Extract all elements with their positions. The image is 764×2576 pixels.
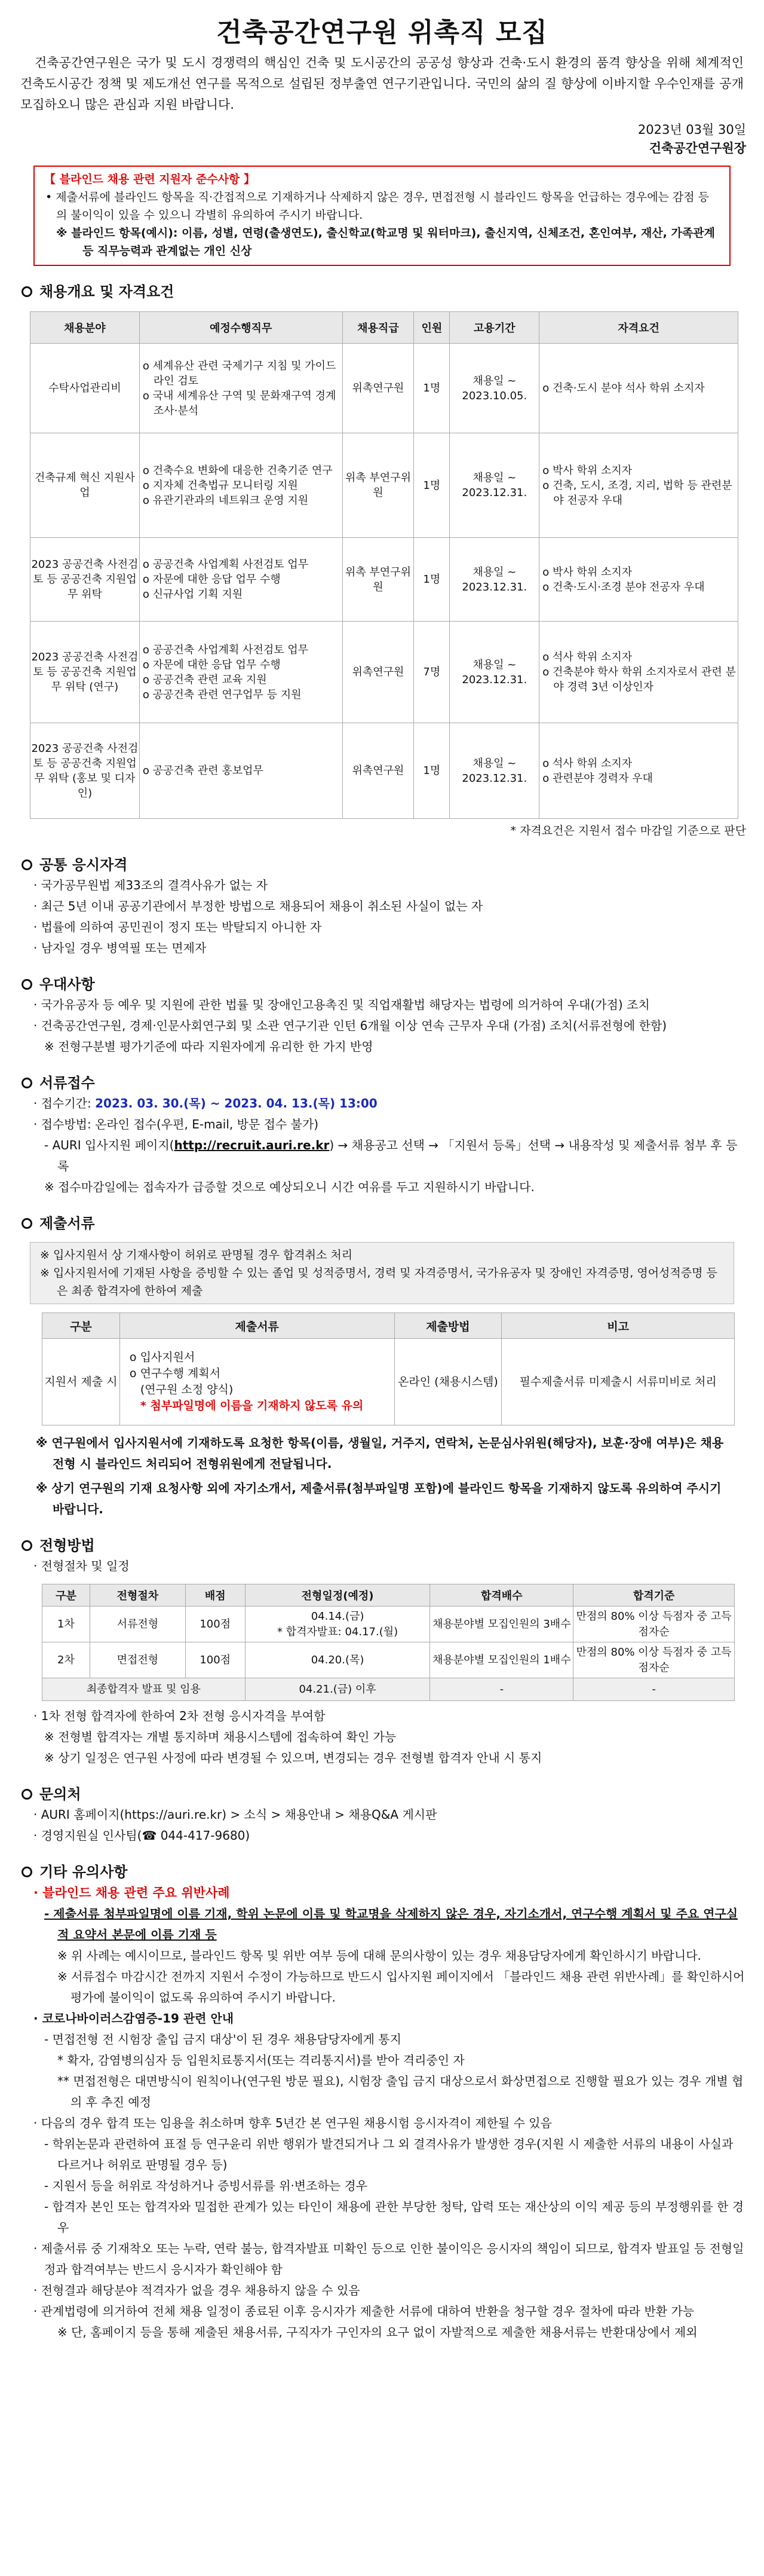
section-heading-overview bbox=[18, 282, 746, 302]
table-header: 구분 bbox=[42, 1313, 120, 1339]
duty-item: o 국내 세계유산 구역 및 문화재구역 경계 조사·분석 bbox=[142, 389, 336, 417]
section-heading-preference bbox=[18, 974, 746, 995]
table-header-row bbox=[42, 1584, 735, 1607]
list-item: · 전형결과 해당분야 적격자가 없을 경우 채용하지 않을 수 있음 bbox=[33, 2283, 360, 2297]
field-cell: 2023 공공건축 사전검토 등 공공건축 지원업무 위탁 (홍보 및 디자인) bbox=[30, 723, 140, 819]
list-item: · 국가공무원법 제33조의 결격사유가 없는 자 bbox=[33, 878, 268, 892]
crit-cell: 만점의 80% 이상 득점자 중 고득점자순 bbox=[573, 1607, 735, 1642]
list-subitem: - 지원서 등을 허위로 작성하거나 증빙서류를 위·변조하는 경우 bbox=[44, 2179, 368, 2193]
list-subitem: - 합격자 본인 또는 합격자와 밀접한 관계가 있는 타인이 채용에 관한 부당한 청탁, 압력 또는 재산상의 이익 제공 등의 부정행위를 한 경우 bbox=[44, 2199, 744, 2235]
duties-cell bbox=[139, 723, 342, 819]
final-date-cell: 04.21.(금) 이후 bbox=[245, 1678, 430, 1701]
duty-item: o 지자체 건축법규 모니터링 지원 bbox=[142, 479, 298, 492]
remark-cell: 필수제출서류 미제출시 서류미비로 처리 bbox=[502, 1339, 735, 1425]
list-item: · 접수방법: 온라인 접수(우편, E-mail, 방문 접수 불가) bbox=[33, 1117, 319, 1131]
table-header: 제출서류 bbox=[119, 1313, 394, 1339]
table-header: 비고 bbox=[502, 1313, 735, 1339]
page-title: 건축공간연구원 위촉직 모집 bbox=[216, 17, 548, 48]
circle-bullet-icon bbox=[22, 286, 32, 297]
duties-cell bbox=[139, 433, 342, 538]
table-header-row bbox=[30, 312, 738, 344]
list-note: * 확자, 감염병의심자 등 입원치료통지서(또는 격리통지서)를 받아 격리중인 자 bbox=[57, 2053, 465, 2067]
section-title: 기타 유의사항 bbox=[39, 1864, 128, 1880]
documents-note-box bbox=[30, 1242, 734, 1304]
duty-item: o 공공건축 사업계획 사전검토 업무 bbox=[142, 643, 309, 656]
period-cell: 채용일 ~ 2023.12.31. bbox=[450, 433, 539, 538]
table-row bbox=[30, 344, 738, 433]
score-cell: 100점 bbox=[185, 1642, 245, 1678]
list-item: · 전형절차 및 일정 bbox=[33, 1559, 130, 1573]
quals-cell bbox=[539, 622, 738, 723]
list-note: ※ 상기 일정은 연구원 사정에 따라 변경될 수 있으며, 변경되는 경우 전형별 합격자 안내 시 통지 bbox=[44, 1751, 542, 1765]
mult-cell: 채용분야별 모집인원의 3배수 bbox=[430, 1607, 573, 1642]
final-dash-cell: - bbox=[573, 1678, 735, 1701]
count-cell: 7명 bbox=[414, 622, 450, 723]
table-row bbox=[30, 622, 738, 723]
date-cell: 04.20.(목) bbox=[245, 1642, 430, 1678]
list-item: · 건축공간연구원, 경제·인문사회연구회 및 소관 연구기관 인턴 6개월 이상 연속 근무자 우대 (가점) 조치(서류전형에 한함) bbox=[33, 1018, 667, 1033]
qual-item: o 박사 학위 소지자 bbox=[542, 565, 633, 579]
table-row bbox=[42, 1339, 735, 1425]
table-row bbox=[30, 433, 738, 538]
quals-cell bbox=[539, 344, 738, 433]
mult-cell: 채용분야별 모집인원의 1배수 bbox=[430, 1642, 573, 1678]
period-cell: 채용일 ~ 2023.12.31. bbox=[450, 538, 539, 622]
duty-item: o 자문에 대한 응답 업무 수행 bbox=[142, 658, 281, 671]
recruitment-table bbox=[30, 311, 738, 819]
field-cell: 건축규제 혁신 지원사업 bbox=[30, 433, 140, 538]
stage-cell: 2차 bbox=[42, 1642, 90, 1678]
blind-items-note: ※ 연구원에서 입사지원서에 기재하도록 요청한 항목(이름, 생월일, 거주지, 연락처, 논문심사위원(해당자), 보훈·장애 여부)은 채용전형 시 블라인드 처리되어 전형위원에게 전달됩니다. bbox=[36, 1436, 724, 1471]
field-cell: 2023 공공건축 사전검토 등 공공건축 지원업무 위탁 bbox=[30, 538, 140, 622]
doc-item: o 연구수행 계획서 bbox=[129, 1367, 221, 1380]
circle-bullet-icon bbox=[22, 1789, 32, 1800]
note-line: ※ 입사지원서 상 기재사항이 허위로 판명될 경우 합격취소 처리 bbox=[40, 1249, 353, 1262]
section-heading-notes bbox=[18, 1862, 746, 1882]
selection-table bbox=[42, 1584, 735, 1701]
list-note: ※ 단, 홈페이지 등을 통해 제출된 채용서류, 구직자가 구인자의 요구 없이 자발적으로 제출한 채용서류는 반환대상에서 제외 bbox=[57, 2325, 698, 2339]
list-item: · 관계법령에 의거하여 전체 채용 일정이 종료된 이후 응시자가 제출한 서류에 대하여 반환을 청구할 경우 절차에 따라 반환 가능 bbox=[33, 2304, 695, 2318]
documents-table bbox=[42, 1313, 735, 1425]
quals-cell bbox=[539, 433, 738, 538]
note-line: ※ 입사지원서에 기재된 사항을 증빙할 수 있는 졸업 및 성적증명서, 경력 및 자격증명서, 국가유공자 및 장애인 자격증명, 영어성적증명 등은 최종 합격자에 한하여 제출 bbox=[40, 1266, 717, 1298]
duty-item: o 세계유산 관련 국제기구 지침 및 가이드라인 검토 bbox=[142, 359, 336, 387]
crit-cell: 만점의 80% 이상 득점자 중 고득점자순 bbox=[573, 1642, 735, 1678]
rank-cell: 위촉연구원 bbox=[342, 622, 414, 723]
doc-item: o 입사지원서 bbox=[129, 1351, 195, 1364]
section-title: 공통 응시자격 bbox=[39, 856, 128, 873]
count-cell: 1명 bbox=[414, 538, 450, 622]
doc-item-sub: (연구원 소정 양식) bbox=[140, 1383, 234, 1396]
quals-cell bbox=[539, 723, 738, 819]
duty-item: o 공공건축 관련 홍보업무 bbox=[142, 764, 263, 777]
proc-cell: 서류전형 bbox=[90, 1607, 185, 1642]
duty-item: o 공공건축 관련 교육 지원 bbox=[142, 673, 267, 686]
table-header: 합격기준 bbox=[573, 1584, 735, 1607]
duties-cell bbox=[139, 344, 342, 433]
section-title: 우대사항 bbox=[39, 976, 95, 993]
announcement-date: 2023년 03월 30일 bbox=[637, 123, 746, 137]
method-cell: 온라인 (채용시스템) bbox=[394, 1339, 502, 1425]
list-subitem: - 학위논문과 관련하여 표절 등 연구윤리 위반 행위가 발견되거나 그 외 결격사유가 발생한 경우(지원 시 제출한 서류의 내용이 사실과 다르거나 허위로 판명될 경우 등) bbox=[44, 2137, 734, 2172]
violation-example: - 제출서류 첨부파일명에 이름 기재, 학위 논문에 이름 및 학교명을 삭제하지 않은 경우, 자기소개서, 연구수행 계획서 및 주요 연구실적 요약서 본문에 이름 기재 등 bbox=[44, 1907, 738, 1942]
table-header-row bbox=[42, 1313, 735, 1339]
count-cell: 1명 bbox=[414, 723, 450, 819]
list-note: ※ 전형별 합격자는 개별 통지하며 채용시스템에 접속하여 확인 가능 bbox=[44, 1730, 397, 1744]
table-header: 전형절차 bbox=[90, 1584, 185, 1607]
rank-cell: 위촉 부연구위원 bbox=[342, 538, 414, 622]
list-item: · 법률에 의하여 공민권이 정지 또는 박탈되지 아니한 자 bbox=[33, 920, 322, 934]
announcement-org: 건축공간연구원장 bbox=[649, 141, 746, 155]
table-row bbox=[42, 1607, 735, 1642]
application-period: 2023. 03. 30.(목) ~ 2023. 04. 13.(목) 13:00 bbox=[95, 1096, 378, 1110]
list-note: ※ 위 사례는 예시이므로, 블라인드 항목 및 위반 여부 등에 대해 문의사항이 있는 경우 채용담당자에게 확인하시기 바랍니다. bbox=[57, 1948, 701, 1963]
duty-item: o 건축수요 변화에 대응한 건축기준 연구 bbox=[142, 464, 333, 477]
circle-bullet-icon bbox=[22, 1078, 32, 1088]
table-header: 구분 bbox=[42, 1584, 90, 1607]
list-subitem: - AURI 입사지원 페이지(http://recruit.auri.re.kr) → 채용공고 선택 → 「지원서 등록」선택 → 내용작성 및 제출서류 첨부 후 등록 bbox=[44, 1138, 738, 1173]
rank-cell: 위촉연구원 bbox=[342, 344, 414, 433]
duty-item: o 자문에 대한 응답 업무 수행 bbox=[142, 573, 281, 586]
count-cell: 1명 bbox=[414, 344, 450, 433]
table-footnote: * 자격요건은 지원서 접수 마감일 기준으로 판단 bbox=[510, 824, 746, 837]
duty-item: o 공공건축 관련 연구업무 등 지원 bbox=[142, 688, 302, 701]
circle-bullet-icon bbox=[22, 859, 32, 870]
list-item: · 제출서류 중 기재착오 또는 누락, 연락 불능, 합격자발표 미확인 등으로 인한 불이익은 응시자의 책임이 되므로, 합격자 발표일 등 전형일정과 합격여부는 반드시 응시자가 확인해야 함 bbox=[33, 2241, 744, 2277]
table-header: 제출방법 bbox=[394, 1313, 502, 1339]
period-cell: 채용일 ~ 2023.12.31. bbox=[450, 622, 539, 723]
blind-notice-box bbox=[33, 166, 731, 266]
score-cell: 100점 bbox=[185, 1607, 245, 1642]
final-dash-cell: - bbox=[430, 1678, 573, 1701]
circle-bullet-icon bbox=[22, 1867, 32, 1877]
blind-items-note: ※ 상기 연구원의 기재 요청사항 외에 자기소개서, 제출서류(첨부파일명 포함)에 블라인드 항목을 기재하지 않도록 유의하여 주시기 바랍니다. bbox=[36, 1481, 722, 1516]
qual-item: o 건축·도시·조경 분야 전공자 우대 bbox=[542, 580, 705, 593]
table-header: 예정수행직무 bbox=[139, 312, 342, 344]
list-item: · 국가유공자 등 예우 및 지원에 관한 법률 및 장애인고용촉진 및 직업재활법 해당자는 법령에 의거하여 우대(가점) 조치 bbox=[33, 998, 650, 1012]
blind-notice-examples: ※ 블라인드 항목(예시): 이름, 성별, 연령(출생연도), 출신학교(학교명 및 워터마크), 출신지역, 신체조건, 혼인여부, 재산, 가족관계 등 직무능력과 관계없는 개인 신상 bbox=[56, 227, 715, 258]
section-heading-selection bbox=[18, 1535, 746, 1556]
rank-cell: 위촉 부연구위원 bbox=[342, 433, 414, 538]
recruit-link[interactable]: http://recruit.auri.re.kr bbox=[174, 1138, 330, 1152]
table-row bbox=[30, 723, 738, 819]
list-note: ** 면접전형은 대면방식이 원칙이나(연구원 방문 필요), 시험장 출입 금지 대상으로서 화상면접으로 진행할 필요가 있는 경우 개별 협의 후 추진 예정 bbox=[57, 2074, 744, 2109]
notes-subheading: · 블라인드 채용 관련 주요 위반사례 bbox=[33, 1886, 230, 1900]
qual-item: o 관련분야 경력자 우대 bbox=[542, 772, 653, 785]
table-header: 인원 bbox=[414, 312, 450, 344]
list-subitem: - 면접전형 전 시험장 출입 금지 대상'이 된 경우 채용담당자에게 통지 bbox=[44, 2032, 401, 2046]
table-header: 전형일정(예정) bbox=[245, 1584, 430, 1607]
list-note: ※ 서류접수 마감시간 전까지 지원서 수정이 가능하므로 반드시 입사지원 페이지에서 「블라인드 채용 관련 위반사례」를 확인하시어 평가에 불이익이 없도록 유의하여 주시기 바랍니다. bbox=[57, 1969, 745, 2005]
circle-bullet-icon bbox=[22, 1540, 32, 1551]
notes-subheading: · 코로나바이러스감염증-19 관련 안내 bbox=[33, 2011, 234, 2026]
section-heading-documents bbox=[18, 1213, 746, 1234]
section-title: 문의처 bbox=[39, 1786, 81, 1803]
blind-notice-line: • 제출서류에 블라인드 항목을 직·간접적으로 기재하거나 삭제하지 않은 경우, 면접전형 시 블라인드 항목을 언급하는 경우에는 감점 등의 불이익이 있을 수 있으니 각별히 유의하여 주시기 바랍니다. bbox=[45, 191, 710, 222]
final-label-cell: 최종합격자 발표 및 임용 bbox=[42, 1678, 246, 1701]
table-header: 채용직급 bbox=[342, 312, 414, 344]
list-note: ※ 접수마감일에는 접속자가 급증할 것으로 예상되오니 시간 여유를 두고 지원하시기 바랍니다. bbox=[44, 1180, 535, 1194]
doc-filename-note: * 첨부파일명에 이름을 기재하지 않도록 유의 bbox=[140, 1399, 364, 1412]
table-row bbox=[30, 538, 738, 622]
rank-cell: 위촉연구원 bbox=[342, 723, 414, 819]
count-cell: 1명 bbox=[414, 433, 450, 538]
section-title: 제출서류 bbox=[39, 1215, 95, 1232]
table-header: 고용기간 bbox=[450, 312, 539, 344]
field-cell: 수탁사업관리비 bbox=[30, 344, 140, 433]
section-title: 전형방법 bbox=[39, 1537, 95, 1554]
quals-cell bbox=[539, 538, 738, 622]
list-item: · AURI 홈페이지(https://auri.re.kr) > 소식 > 채용안내 > 채용Q&A 게시판 bbox=[33, 1807, 437, 1822]
qual-item: o 석사 학위 소지자 bbox=[542, 757, 633, 770]
circle-bullet-icon bbox=[22, 1218, 32, 1229]
table-row bbox=[42, 1678, 735, 1701]
qual-item: o 석사 학위 소지자 bbox=[542, 651, 633, 663]
documents-cell bbox=[119, 1339, 394, 1425]
duty-item: o 공공건축 사업계획 사전검토 업무 bbox=[142, 558, 309, 571]
section-heading-eligibility bbox=[18, 855, 746, 875]
table-row bbox=[42, 1642, 735, 1678]
duty-item: o 신규사업 기획 지원 bbox=[142, 588, 243, 601]
qual-item: o 건축·도시 분야 석사 학위 소지자 bbox=[542, 382, 705, 394]
period-cell: 채용일 ~ 2023.10.05. bbox=[450, 344, 539, 433]
section-heading-application bbox=[18, 1073, 746, 1093]
list-item: · 최근 5년 이내 공공기관에서 부정한 방법으로 채용되어 채용이 취소된 사실이 없는 자 bbox=[33, 899, 483, 913]
circle-bullet-icon bbox=[22, 979, 32, 990]
table-header: 자격요건 bbox=[539, 312, 738, 344]
list-note: ※ 전형구분별 평가기준에 따라 지원자에게 유리한 한 가지 반영 bbox=[44, 1039, 373, 1054]
duties-cell bbox=[139, 622, 342, 723]
table-header: 배점 bbox=[185, 1584, 245, 1607]
stage-cell: 1차 bbox=[42, 1607, 90, 1642]
table-header: 합격배수 bbox=[430, 1584, 573, 1607]
qual-item: o 박사 학위 소지자 bbox=[542, 464, 633, 477]
intro-paragraph: 건축공간연구원은 국가 및 도시 경쟁력의 핵심인 건축 및 도시공간의 공공성 향상과 건축·도시 환경의 품격 향상을 위해 체계적인 건축도시공간 정책 및 제도개선 연구를 목적으로 설립된 정부출연 연구기관입니다. 국민의 삶의 질 향상에 이바지할 우수인재를 공개 모집하오니 많은 관심과 지원 바랍니다. bbox=[20, 56, 744, 112]
list-item: · 접수기간: 2023. 03. 30.(목) ~ 2023. 04. 13.(목) 13:00 bbox=[33, 1096, 378, 1110]
list-item: · 경영지원실 인사팀(☎ 044-417-9680) bbox=[33, 1828, 250, 1843]
proc-cell: 면접전형 bbox=[90, 1642, 185, 1678]
category-cell: 지원서 제출 시 bbox=[42, 1339, 120, 1425]
duties-cell bbox=[139, 538, 342, 622]
date-cell: 04.14.(금) * 합격자발표: 04.17.(월) bbox=[245, 1607, 430, 1642]
qual-item: o 건축분야 학사 학위 소지자로서 관련 분야 경력 3년 이상인자 bbox=[542, 666, 736, 693]
blind-notice-title: 【 블라인드 채용 관련 지원자 준수사항 】 bbox=[44, 173, 255, 186]
list-item: · 1차 전형 합격자에 한하여 2차 전형 응시자격을 부여함 bbox=[33, 1709, 326, 1723]
section-title: 채용개요 및 자격요건 bbox=[39, 283, 174, 300]
section-heading-contact bbox=[18, 1784, 746, 1804]
section-title: 서류접수 bbox=[39, 1075, 95, 1091]
duty-item: o 유관기관과의 네트워크 운영 지원 bbox=[142, 494, 309, 507]
list-item: · 남자일 경우 병역필 또는 면제자 bbox=[33, 941, 207, 955]
qual-item: o 건축, 도시, 조경, 지리, 법학 등 관련분야 전공자 우대 bbox=[542, 479, 732, 507]
list-item: · 다음의 경우 합격 또는 임용을 취소하며 향후 5년간 본 연구원 채용시험 응시자격이 제한될 수 있음 bbox=[33, 2116, 552, 2130]
table-header: 채용분야 bbox=[30, 312, 140, 344]
field-cell: 2023 공공건축 사전검토 등 공공건축 지원업무 위탁 (연구) bbox=[30, 622, 140, 723]
period-cell: 채용일 ~ 2023.12.31. bbox=[450, 723, 539, 819]
